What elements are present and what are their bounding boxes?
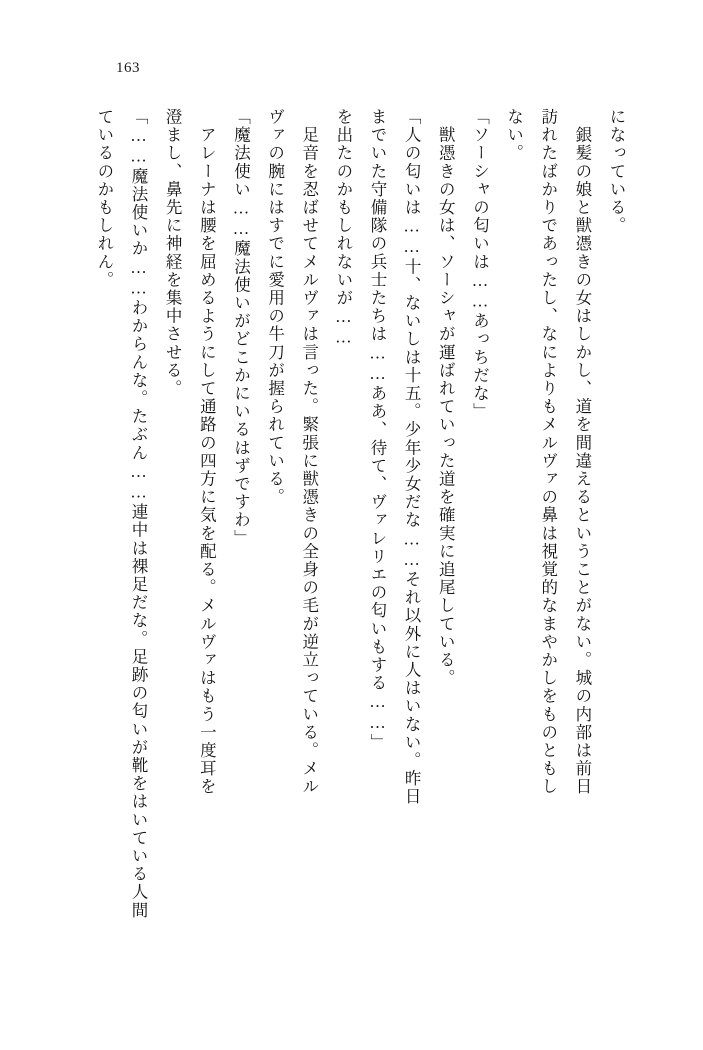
text-line: 訪れたばかりであったし、なによりもメルヴァの鼻は視覚的なまやかしをものともし bbox=[538, 108, 558, 796]
text-line: 銀髪の娘と獣憑きの女はしかし、道を間違えるということがない。城の内部は前日 bbox=[572, 108, 592, 796]
text-line: 澄まし、鼻先に神経を集中させる。 bbox=[163, 108, 183, 398]
text-line: 「人の匂いは……十、ないしは十五。少年少女だな……それ以外に人はいない。昨日 bbox=[402, 108, 422, 806]
text-line: までいた守備隊の兵士たちは……ああ、待て、ヴァレリエの匂いもする……」 bbox=[368, 108, 388, 752]
page-number: 163 bbox=[116, 60, 140, 76]
text-line: 獣憑きの女は、ソーシャが運ばれていった道を確実に追尾している。 bbox=[436, 108, 456, 688]
ruby-line-text: 「……魔法使いか……わからんな。たぶん……連中は裸足だな。足跡の匂いが靴をはいている人間 bbox=[129, 108, 149, 920]
vertical-text-body bbox=[73, 108, 633, 988]
text-line: 足音を忍ばせてメルヴァは言った。緊張に獣憑きの全身の毛が逆立っている。メル bbox=[299, 108, 319, 796]
text-line: になっている。 bbox=[607, 108, 626, 235]
text-line: ヴァの腕にはすでに愛用の牛刀が握られている。 bbox=[265, 108, 285, 507]
text-line: ない。 bbox=[504, 108, 524, 163]
text-line: アレーナは腰を屈めるようにして通路の四方に気を配る。メルヴァはもう一度耳を bbox=[197, 108, 217, 796]
text-line-with-ruby bbox=[121, 108, 155, 988]
text-line: 「ソーシャの匂いは……あっちだな」 bbox=[470, 108, 490, 421]
text-line: ているのかもしれん。 bbox=[94, 108, 114, 289]
text-line: を出たのかもしれないが…… bbox=[333, 108, 353, 349]
text-line: 「魔法使い……魔法使いがどこかにいるはずですわ」 bbox=[231, 108, 251, 548]
